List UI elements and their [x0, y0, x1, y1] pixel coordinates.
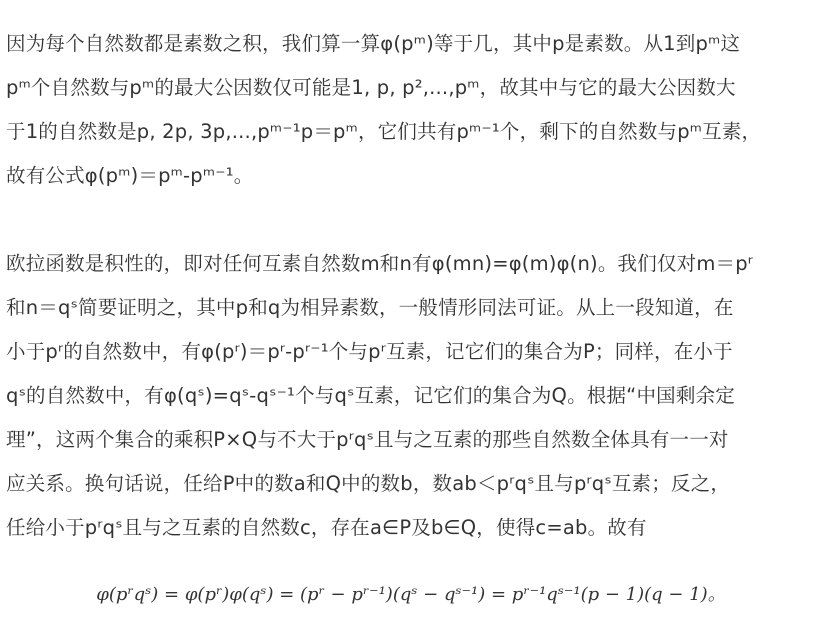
text-line: 欧拉函数是积性的，即对任何互素自然数m和n有φ(mn)=φ(m)φ(n)。我们仅对m＝pʳ — [6, 252, 754, 275]
text-line: qˢ的自然数中，有φ(qˢ)=qˢ-qˢ⁻¹个与qˢ互素，记它们的集合为Q。根据“中国剩余定 — [6, 384, 735, 407]
document-body — [6, 0, 812, 550]
text-line: pᵐ个自然数与pᵐ的最大公因数仅可能是1, p, p²,...,pᵐ，故其中与它的最大公因数大 — [6, 76, 736, 99]
text-line: 小于pʳ的自然数中，有φ(pʳ)＝pʳ-pʳ⁻¹个与pʳ互素，记它们的集合为P；同样，在小于 — [6, 340, 733, 363]
text-line: 应关系。换句话说，任给P中的数a和Q中的数b，数ab＜pʳqˢ且与pʳqˢ互素；反之， — [6, 472, 731, 495]
text-line: 和n＝qˢ简要证明之，其中p和q为相异素数，一般情形同法可证。从上一段知道，在 — [6, 296, 734, 319]
paragraph-2 — [6, 242, 812, 550]
text-line: 因为每个自然数都是素数之积，我们算一算φ(pᵐ)等于几，其中p是素数。从1到pᵐ这 — [6, 32, 741, 55]
formula-equation: φ(pʳqˢ) = φ(pʳ)φ(qˢ) = (pʳ − pʳ⁻¹)(qˢ − qˢ⁻¹) = pʳ⁻¹qˢ⁻¹(p − 1)(q − 1)。 — [96, 584, 726, 605]
text-line: 于1的自然数是p, 2p, 3p,...,pᵐ⁻¹p＝pᵐ，它们共有pᵐ⁻¹个，剩下的自然数与pᵐ互素， — [6, 120, 762, 143]
paragraph-1 — [6, 22, 812, 198]
text-line: 故有公式φ(pᵐ)＝pᵐ-pᵐ⁻¹。 — [6, 164, 254, 187]
text-line: 理”，这两个集合的乘积P×Q与不大于pʳqˢ且与之互素的那些自然数全体具有一一对 — [6, 428, 729, 451]
text-line: 任给小于pʳqˢ且与之互素的自然数c，存在a∈P及b∈Q，使得c=ab。故有 — [6, 516, 647, 539]
